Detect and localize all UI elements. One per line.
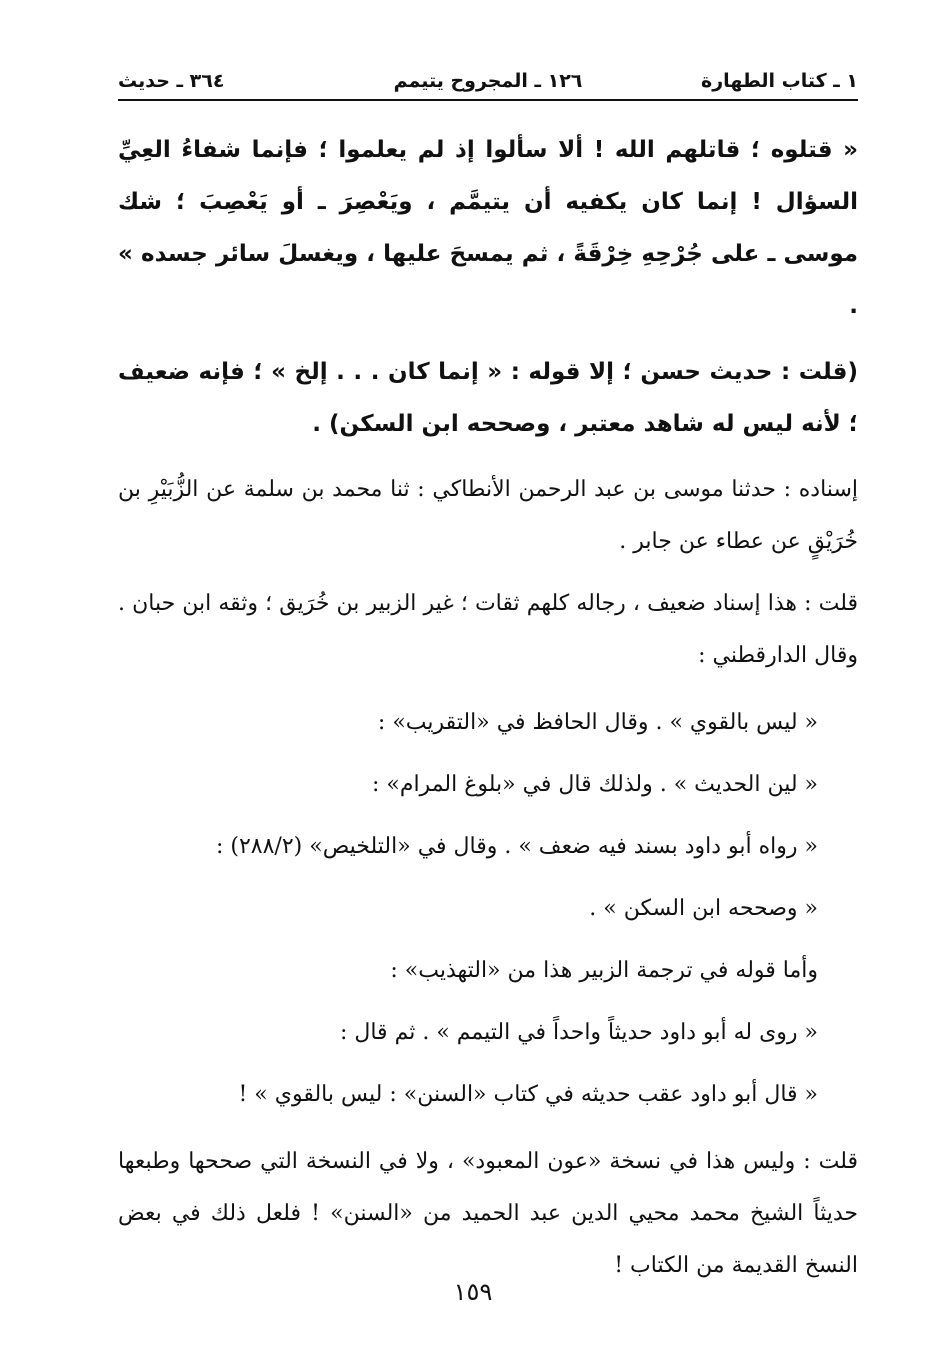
header-rule	[118, 99, 858, 101]
isnad-paragraph: إسناده : حدثنا موسى بن عبد الرحمن الأنطاكي : ثنا محمد بن سلمة عن الزُّبَيْرِ بن خُرَيْقٍ عن عطاء عن جابر .	[118, 477, 858, 554]
commentary-paragraph: قلت : هذا إسناد ضعيف ، رجاله كلهم ثقات ؛ غير الزبير بن خُرَيق ؛ وثقه ابن حبان . وقال الدارقطني :	[118, 591, 858, 668]
section-title: ١٢٦ ـ المجروح يتيمم	[393, 70, 583, 92]
page-body	[118, 124, 858, 1292]
quote-line: « روى له أبو داود حديثاً واحداً في التيمم » . ثم قال :	[339, 1020, 818, 1045]
hadith-text: « قتلوه ؛ قاتلهم الله ! ألا سألوا إذ لم يعلموا ؛ فإنما شفاءُ العِيِّ السؤال ! إنما كان يكفيه أن يتيمَّم ، ويَعْصِرَ ـ أو يَعْصِبَ ؛ شك موسى ـ على جُرْحِهِ خِرْقَةً ، ثم يمسحَ عليها ، ويغسلَ سائر جسده » .	[118, 137, 858, 319]
quotes-block	[118, 692, 858, 1126]
final-paragraph: قلت : وليس هذا في نسخة «عون المعبود» ، ولا في النسخة التي صححها وطبعها حديثاً الشيخ محمد محيي الدين عبد الحميد من «السنن» ! فلعل ذلك في بعض النسخ القديمة من الكتاب !	[118, 1149, 858, 1278]
verdict-paragraph: (قلت : حديث حسن ؛ إلا قوله : « إنما كان . . . إلخ » ؛ فإنه ضعيف ؛ لأنه ليس له شاهد معتبر ، وصححه ابن السكن) .	[118, 359, 858, 437]
running-header	[118, 66, 858, 98]
page-number: ١٥٩	[453, 1278, 493, 1306]
quote-line: وأما قوله في ترجمة الزبير هذا من «التهذيب» :	[390, 958, 818, 983]
chapter-title: ١ ـ كتاب الطهارة	[701, 70, 858, 92]
quote-line: « لين الحديث » . ولذلك قال في «بلوغ المرام» :	[371, 772, 818, 797]
quote-line: « رواه أبو داود بسند فيه ضعف » . وقال في «التلخيص» (٢٨٨/٢) :	[215, 834, 818, 859]
quote-line: « وصححه ابن السكن » .	[589, 896, 818, 921]
quote-line: « قال أبو داود عقب حديثه في كتاب «السنن» : ليس بالقوي » !	[238, 1082, 818, 1107]
quote-line: « ليس بالقوي » . وقال الحافظ في «التقريب» :	[377, 710, 818, 735]
hadith-number: ٣٦٤ ـ حديث	[118, 70, 225, 92]
